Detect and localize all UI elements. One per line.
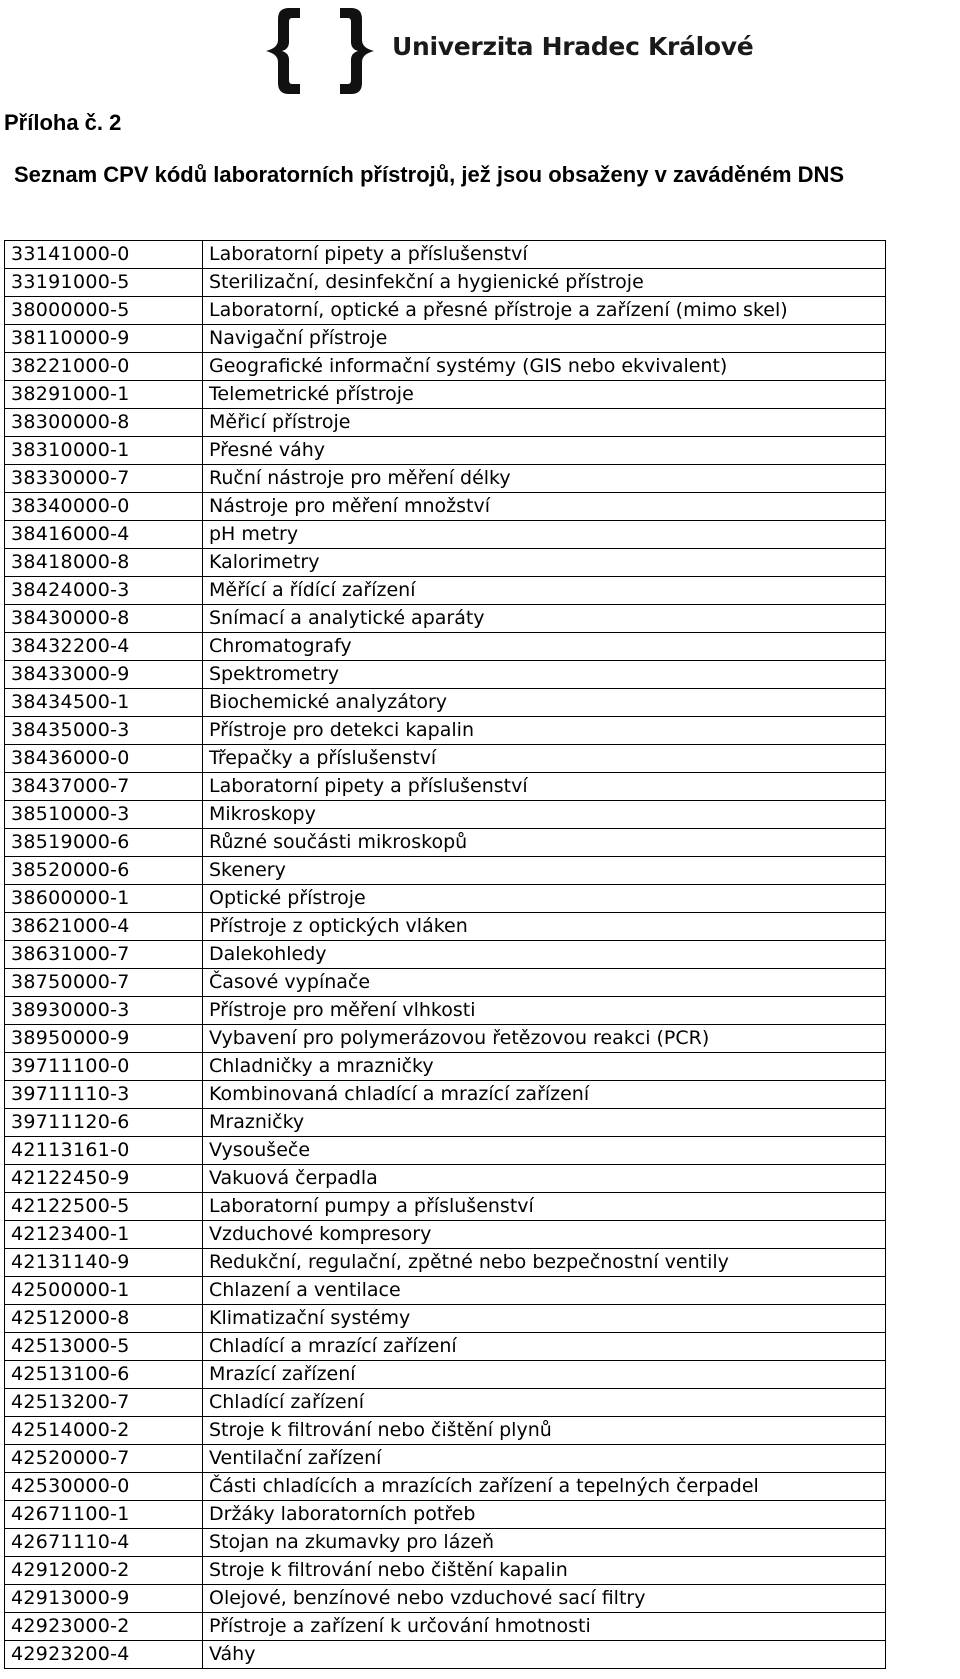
cpv-code-cell: 39711110-3 bbox=[5, 1081, 203, 1109]
table-row bbox=[5, 1445, 886, 1473]
cpv-code-cell: 38432200-4 bbox=[5, 633, 203, 661]
table-row bbox=[5, 1221, 886, 1249]
device-name-cell: Přesné váhy bbox=[203, 437, 886, 465]
device-name-cell: Chladničky a mrazničky bbox=[203, 1053, 886, 1081]
cpv-code-cell: 38310000-1 bbox=[5, 437, 203, 465]
cpv-code-cell: 42131140-9 bbox=[5, 1249, 203, 1277]
device-name-cell: Přístroje z optických vláken bbox=[203, 913, 886, 941]
device-name-cell: Optické přístroje bbox=[203, 885, 886, 913]
cpv-code-cell: 38621000-4 bbox=[5, 913, 203, 941]
cpv-code-cell: 38340000-0 bbox=[5, 493, 203, 521]
device-name-cell: Navigační přístroje bbox=[203, 325, 886, 353]
cpv-code-cell: 38418000-8 bbox=[5, 549, 203, 577]
table-row bbox=[5, 409, 886, 437]
device-name-cell: Laboratorní pumpy a příslušenství bbox=[203, 1193, 886, 1221]
device-name-cell: Geografické informační systémy (GIS nebo ekvivalent) bbox=[203, 353, 886, 381]
device-name-cell: Vybavení pro polymerázovou řetězovou reakci (PCR) bbox=[203, 1025, 886, 1053]
table-row bbox=[5, 689, 886, 717]
cpv-code-cell: 38300000-8 bbox=[5, 409, 203, 437]
cpv-code-cell: 38430000-8 bbox=[5, 605, 203, 633]
cpv-code-cell: 38519000-6 bbox=[5, 829, 203, 857]
device-name-cell: Laboratorní, optické a přesné přístroje a zařízení (mimo skel) bbox=[203, 297, 886, 325]
device-name-cell: Nástroje pro měření množství bbox=[203, 493, 886, 521]
page-title: Seznam CPV kódů laboratorních přístrojů, jež jsou obsaženy v zaváděném DNS bbox=[14, 162, 845, 187]
table-row bbox=[5, 437, 886, 465]
cpv-code-cell: 42513100-6 bbox=[5, 1361, 203, 1389]
table-row bbox=[5, 1641, 886, 1669]
cpv-code-cell: 38110000-9 bbox=[5, 325, 203, 353]
cpv-code-cell: 42123400-1 bbox=[5, 1221, 203, 1249]
cpv-code-cell: 38950000-9 bbox=[5, 1025, 203, 1053]
university-logo bbox=[262, 4, 754, 98]
device-name-cell: Vakuová čerpadla bbox=[203, 1165, 886, 1193]
device-name-cell: Stroje k filtrování nebo čištění plynů bbox=[203, 1417, 886, 1445]
cpv-code-cell: 38291000-1 bbox=[5, 381, 203, 409]
table-row bbox=[5, 1053, 886, 1081]
cpv-code-cell: 38750000-7 bbox=[5, 969, 203, 997]
table-row bbox=[5, 885, 886, 913]
attachment-label: Příloha č. 2 bbox=[4, 110, 122, 135]
cpv-code-cell: 42912000-2 bbox=[5, 1557, 203, 1585]
device-name-cell: pH metry bbox=[203, 521, 886, 549]
device-name-cell: Váhy bbox=[203, 1641, 886, 1669]
table-row bbox=[5, 913, 886, 941]
device-name-cell: Časové vypínače bbox=[203, 969, 886, 997]
table-row bbox=[5, 297, 886, 325]
cpv-code-cell: 42520000-7 bbox=[5, 1445, 203, 1473]
cpv-code-cell: 42530000-0 bbox=[5, 1473, 203, 1501]
cpv-code-cell: 33191000-5 bbox=[5, 269, 203, 297]
device-name-cell: Spektrometry bbox=[203, 661, 886, 689]
cpv-code-cell: 42923000-2 bbox=[5, 1613, 203, 1641]
cpv-code-cell: 38631000-7 bbox=[5, 941, 203, 969]
table-row bbox=[5, 1305, 886, 1333]
device-name-cell: Vzduchové kompresory bbox=[203, 1221, 886, 1249]
table-row bbox=[5, 1277, 886, 1305]
cpv-code-cell: 42514000-2 bbox=[5, 1417, 203, 1445]
device-name-cell: Stroje k filtrování nebo čištění kapalin bbox=[203, 1557, 886, 1585]
table-row bbox=[5, 1501, 886, 1529]
table-row bbox=[5, 325, 886, 353]
cpv-code-table bbox=[4, 240, 886, 1669]
table-row bbox=[5, 661, 886, 689]
cpv-code-cell: 38930000-3 bbox=[5, 997, 203, 1025]
table-row bbox=[5, 1585, 886, 1613]
table-row bbox=[5, 1025, 886, 1053]
table-row bbox=[5, 1137, 886, 1165]
table-row bbox=[5, 1473, 886, 1501]
table-row bbox=[5, 745, 886, 773]
cpv-code-cell: 38436000-0 bbox=[5, 745, 203, 773]
device-name-cell: Snímací a analytické aparáty bbox=[203, 605, 886, 633]
device-name-cell: Dalekohledy bbox=[203, 941, 886, 969]
table-row bbox=[5, 269, 886, 297]
device-name-cell: Chlazení a ventilace bbox=[203, 1277, 886, 1305]
cpv-code-cell: 42671100-1 bbox=[5, 1501, 203, 1529]
device-name-cell: Různé součásti mikroskopů bbox=[203, 829, 886, 857]
device-name-cell: Mikroskopy bbox=[203, 801, 886, 829]
device-name-cell: Skenery bbox=[203, 857, 886, 885]
table-row bbox=[5, 1109, 886, 1137]
table-row bbox=[5, 577, 886, 605]
cpv-code-cell: 42512000-8 bbox=[5, 1305, 203, 1333]
device-name-cell: Přístroje pro detekci kapalin bbox=[203, 717, 886, 745]
table-row bbox=[5, 1249, 886, 1277]
table-row bbox=[5, 1613, 886, 1641]
table-row bbox=[5, 633, 886, 661]
device-name-cell: Laboratorní pipety a příslušenství bbox=[203, 241, 886, 269]
device-name-cell: Ruční nástroje pro měření délky bbox=[203, 465, 886, 493]
device-name-cell: Stojan na zkumavky pro lázeň bbox=[203, 1529, 886, 1557]
table-row bbox=[5, 997, 886, 1025]
cpv-code-cell: 38510000-3 bbox=[5, 801, 203, 829]
device-name-cell: Vysoušeče bbox=[203, 1137, 886, 1165]
table-row bbox=[5, 1333, 886, 1361]
device-name-cell: Redukční, regulační, zpětné nebo bezpečnostní ventily bbox=[203, 1249, 886, 1277]
cpv-code-cell: 39711120-6 bbox=[5, 1109, 203, 1137]
device-name-cell: Telemetrické přístroje bbox=[203, 381, 886, 409]
cpv-code-cell: 39711100-0 bbox=[5, 1053, 203, 1081]
device-name-cell: Měřící a řídící zařízení bbox=[203, 577, 886, 605]
cpv-code-cell: 42513200-7 bbox=[5, 1389, 203, 1417]
table-row bbox=[5, 549, 886, 577]
device-name-cell: Mrazící zařízení bbox=[203, 1361, 886, 1389]
table-row bbox=[5, 521, 886, 549]
cpv-code-cell: 33141000-0 bbox=[5, 241, 203, 269]
device-name-cell: Klimatizační systémy bbox=[203, 1305, 886, 1333]
cpv-code-cell: 42671110-4 bbox=[5, 1529, 203, 1557]
device-name-cell: Přístroje a zařízení k určování hmotnosti bbox=[203, 1613, 886, 1641]
table-row bbox=[5, 773, 886, 801]
table-row bbox=[5, 801, 886, 829]
cpv-code-cell: 42500000-1 bbox=[5, 1277, 203, 1305]
table-row bbox=[5, 353, 886, 381]
cpv-code-cell: 38433000-9 bbox=[5, 661, 203, 689]
device-name-cell: Chromatografy bbox=[203, 633, 886, 661]
device-name-cell: Olejové, benzínové nebo vzduchové sací filtry bbox=[203, 1585, 886, 1613]
table-row bbox=[5, 1417, 886, 1445]
table-row bbox=[5, 1081, 886, 1109]
table-row bbox=[5, 1557, 886, 1585]
cpv-code-cell: 38600000-1 bbox=[5, 885, 203, 913]
device-name-cell: Chladící zařízení bbox=[203, 1389, 886, 1417]
device-name-cell: Kombinovaná chladící a mrazící zařízení bbox=[203, 1081, 886, 1109]
cpv-table-body bbox=[5, 241, 886, 1669]
cpv-code-cell: 38000000-5 bbox=[5, 297, 203, 325]
device-name-cell: Části chladících a mrazících zařízení a tepelných čerpadel bbox=[203, 1473, 886, 1501]
device-name-cell: Biochemické analyzátory bbox=[203, 689, 886, 717]
table-row bbox=[5, 969, 886, 997]
device-name-cell: Mrazničky bbox=[203, 1109, 886, 1137]
device-name-cell: Měřicí přístroje bbox=[203, 409, 886, 437]
table-row bbox=[5, 381, 886, 409]
table-row bbox=[5, 493, 886, 521]
table-row bbox=[5, 829, 886, 857]
table-row bbox=[5, 857, 886, 885]
cpv-code-cell: 42913000-9 bbox=[5, 1585, 203, 1613]
cpv-code-cell: 42923200-4 bbox=[5, 1641, 203, 1669]
table-row bbox=[5, 1361, 886, 1389]
cpv-code-cell: 42122500-5 bbox=[5, 1193, 203, 1221]
cpv-code-cell: 38520000-6 bbox=[5, 857, 203, 885]
table-row bbox=[5, 1529, 886, 1557]
table-row bbox=[5, 605, 886, 633]
cpv-code-cell: 38424000-3 bbox=[5, 577, 203, 605]
university-name: Univerzita Hradec Králové bbox=[392, 32, 754, 61]
device-name-cell: Kalorimetry bbox=[203, 549, 886, 577]
table-row bbox=[5, 717, 886, 745]
device-name-cell: Sterilizační, desinfekční a hygienické přístroje bbox=[203, 269, 886, 297]
table-row bbox=[5, 1165, 886, 1193]
cpv-code-cell: 38221000-0 bbox=[5, 353, 203, 381]
table-row bbox=[5, 941, 886, 969]
device-name-cell: Chladící a mrazící zařízení bbox=[203, 1333, 886, 1361]
device-name-cell: Laboratorní pipety a příslušenství bbox=[203, 773, 886, 801]
cpv-code-cell: 42113161-0 bbox=[5, 1137, 203, 1165]
table-row bbox=[5, 1193, 886, 1221]
device-name-cell: Ventilační zařízení bbox=[203, 1445, 886, 1473]
device-name-cell: Držáky laboratorních potřeb bbox=[203, 1501, 886, 1529]
cpv-code-cell: 38434500-1 bbox=[5, 689, 203, 717]
cpv-code-cell: 42513000-5 bbox=[5, 1333, 203, 1361]
table-row bbox=[5, 1389, 886, 1417]
cpv-code-cell: 38435000-3 bbox=[5, 717, 203, 745]
cpv-code-cell: 38437000-7 bbox=[5, 773, 203, 801]
device-name-cell: Přístroje pro měření vlhkosti bbox=[203, 997, 886, 1025]
table-row bbox=[5, 241, 886, 269]
table-row bbox=[5, 465, 886, 493]
device-name-cell: Třepačky a příslušenství bbox=[203, 745, 886, 773]
cpv-code-cell: 38416000-4 bbox=[5, 521, 203, 549]
cpv-code-cell: 38330000-7 bbox=[5, 465, 203, 493]
cpv-code-cell: 42122450-9 bbox=[5, 1165, 203, 1193]
braces-logo-icon bbox=[262, 4, 387, 98]
